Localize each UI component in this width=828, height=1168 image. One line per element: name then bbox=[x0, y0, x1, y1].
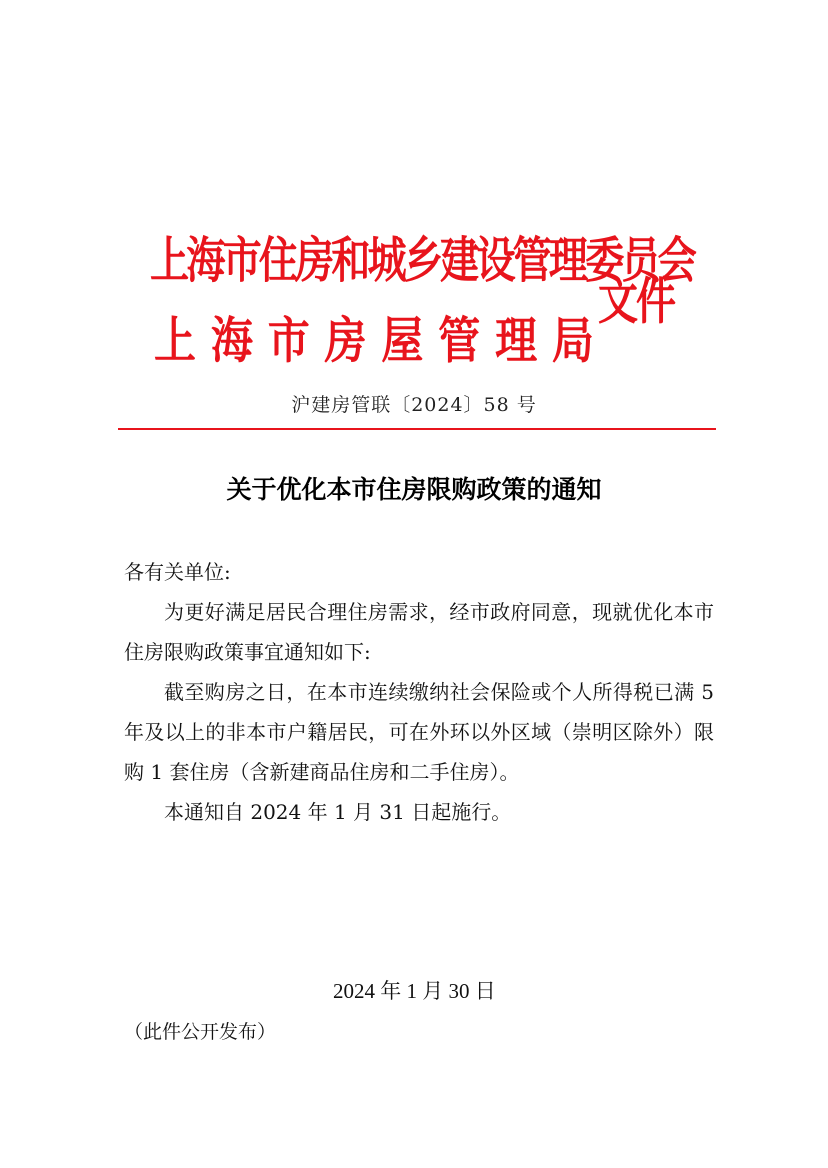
salutation: 各有关单位: bbox=[124, 560, 231, 584]
body-paragraph: 截至购房之日，在本市连续缴纳社会保险或个人所得税已满 5 年及以上的非本市户籍居民，可在外环以外区域（崇明区除外）限购 1 套住房（含新建商品住房和二手住房）。 bbox=[124, 680, 714, 784]
header-issuer-line1: 上海市住房和城乡建设管理委员会 bbox=[150, 232, 694, 290]
header-issuer-line2-char: 上 bbox=[154, 311, 197, 370]
header-issuer-line2 bbox=[154, 302, 594, 373]
red-divider bbox=[118, 428, 716, 430]
document-title: 关于优化本市住房限购政策的通知 bbox=[226, 475, 602, 504]
header-issuer-line2-char: 市 bbox=[267, 311, 310, 370]
document-date: 2024 年 1 月 30 日 bbox=[333, 979, 496, 1003]
header-issuer-line2-char: 局 bbox=[551, 311, 594, 370]
header-issuer-line2-char: 屋 bbox=[381, 311, 424, 370]
header-issuer-line2-char: 房 bbox=[324, 311, 367, 370]
release-note: （此件公开发布） bbox=[124, 1021, 277, 1043]
document-number: 沪建房管联〔2024〕58 号 bbox=[291, 394, 537, 416]
document-body bbox=[124, 552, 714, 832]
header-document-suffix: 文件 bbox=[598, 273, 674, 331]
header-issuer-line2-char: 海 bbox=[210, 311, 253, 370]
body-paragraph: 为更好满足居民合理住房需求，经市政府同意，现就优化本市住房限购政策事宜通知如下: bbox=[124, 600, 714, 664]
header-issuer-line2-char: 理 bbox=[495, 311, 538, 370]
header-issuer-line2-char: 管 bbox=[438, 311, 481, 370]
body-paragraph: 本通知自 2024 年 1 月 31 日起施行。 bbox=[164, 800, 512, 824]
